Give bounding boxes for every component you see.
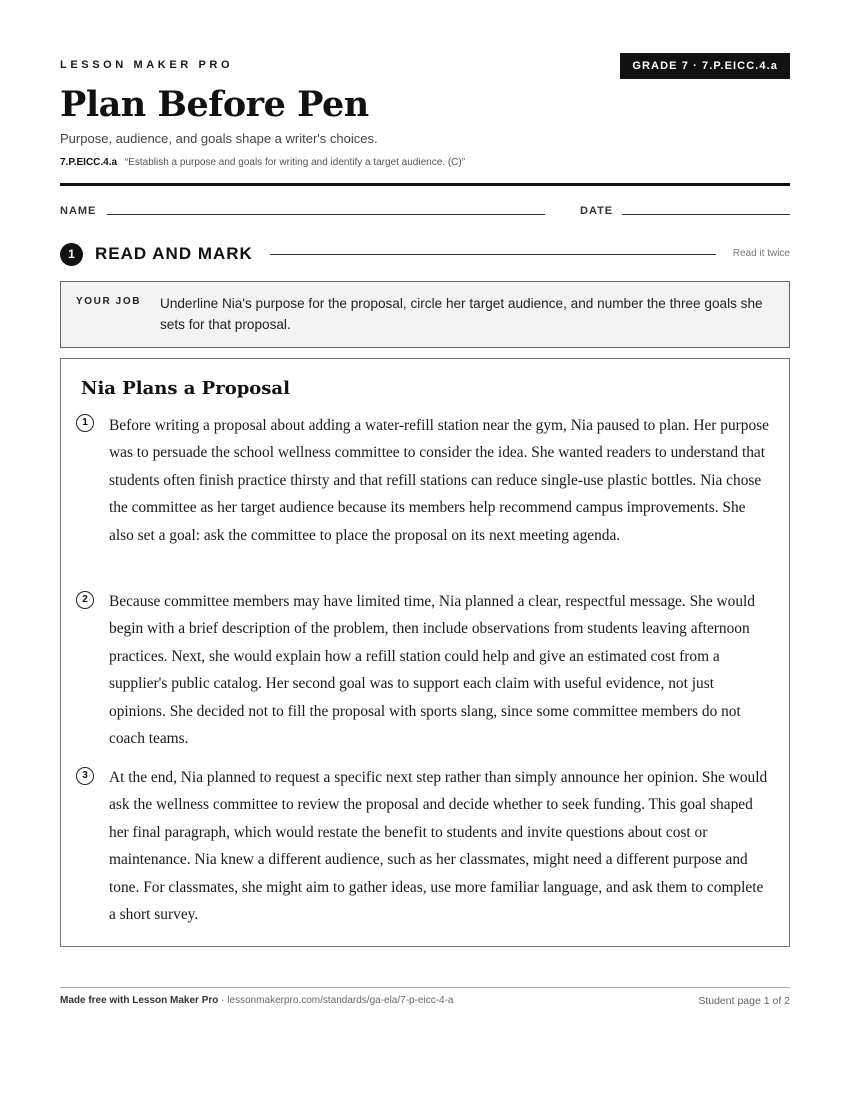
reading-passage <box>60 358 790 947</box>
standard-code: 7.P.EICC.4.a <box>60 157 118 168</box>
brand-name: LESSON MAKER PRO <box>60 59 234 71</box>
passage-paragraph-3: At the end, Nia planned to request a specific next step rather than simply announce her opinion. She would ask the wellness committee to review the proposal and decide whether to seek funding. This goal shaped her final paragraph, which would restate the benefit to students and invite questions about cost or maintenance. Nia knew a different audience, such as her classmates, might need a different purpose and tone. For classmates, she might aim to gather ideas, use more familiar language, and ask them to complete a short survey. <box>109 769 768 924</box>
date-field[interactable] <box>622 214 790 215</box>
paragraph-number-1: 1 <box>76 414 94 432</box>
paragraph-number-3: 3 <box>76 767 94 785</box>
page-title: Plan Before Pen <box>60 84 369 125</box>
name-field[interactable] <box>107 214 545 215</box>
name-label: NAME <box>60 205 97 217</box>
instructions-text: Underline Nia's purpose for the proposal, circle her target audience, and number the three goals she sets for that proposal. <box>160 296 763 332</box>
standard-text: “Establish a purpose and goals for writing and identify a target audience. (C)” <box>124 157 466 168</box>
instructions-label: YOUR JOB <box>76 296 142 307</box>
paragraph-number-2: 2 <box>76 591 94 609</box>
footer-url[interactable]: · lessonmakerpro.com/standards/ga-ela/7-p-eicc-4-a <box>221 995 454 1006</box>
footer-divider <box>60 987 790 988</box>
header-divider <box>60 183 790 186</box>
date-label: DATE <box>580 205 614 217</box>
standard-line <box>60 157 465 168</box>
footer-made-with: Made free with Lesson Maker Pro <box>60 995 219 1006</box>
passage-paragraph-2: Because committee members may have limited time, Nia planned a clear, respectful message. She would begin with a brief description of the problem, then include observations from students leaving afternoon practices. Next, she would explain how a refill station could help and give an estimated cost from a supplier's public catalog. Her second goal was to support each claim with useful evidence, not just opinions. She decided not to fill the proposal with sports slang, since some committee members do not coach teams. <box>109 593 755 748</box>
passage-paragraph-1: Before writing a proposal about adding a water-refill station near the gym, Nia paused to plan. Her purpose was to persuade the school wellness committee to consider the idea. She wanted readers to understand that students often finish practice thirsty and that refill stations can reduce single-use plastic bottles. Nia chose the committee as her target audience because its members help recommend campus improvements. She also set a goal: ask the committee to place the proposal on its next meeting agenda. <box>109 417 770 544</box>
grade-badge: GRADE 7 · 7.P.EICC.4.a <box>620 53 790 79</box>
page-indicator: Student page 1 of 2 <box>698 995 790 1007</box>
section-divider <box>270 254 716 255</box>
footer-credit <box>60 995 454 1006</box>
page-subtitle: Purpose, audience, and goals shape a writer's choices. <box>60 131 378 146</box>
passage-title: Nia Plans a Proposal <box>81 378 290 399</box>
section-note: Read it twice <box>732 248 790 259</box>
section-number-badge: 1 <box>60 243 83 266</box>
instructions-box <box>60 281 790 348</box>
section-title: READ AND MARK <box>95 244 253 263</box>
